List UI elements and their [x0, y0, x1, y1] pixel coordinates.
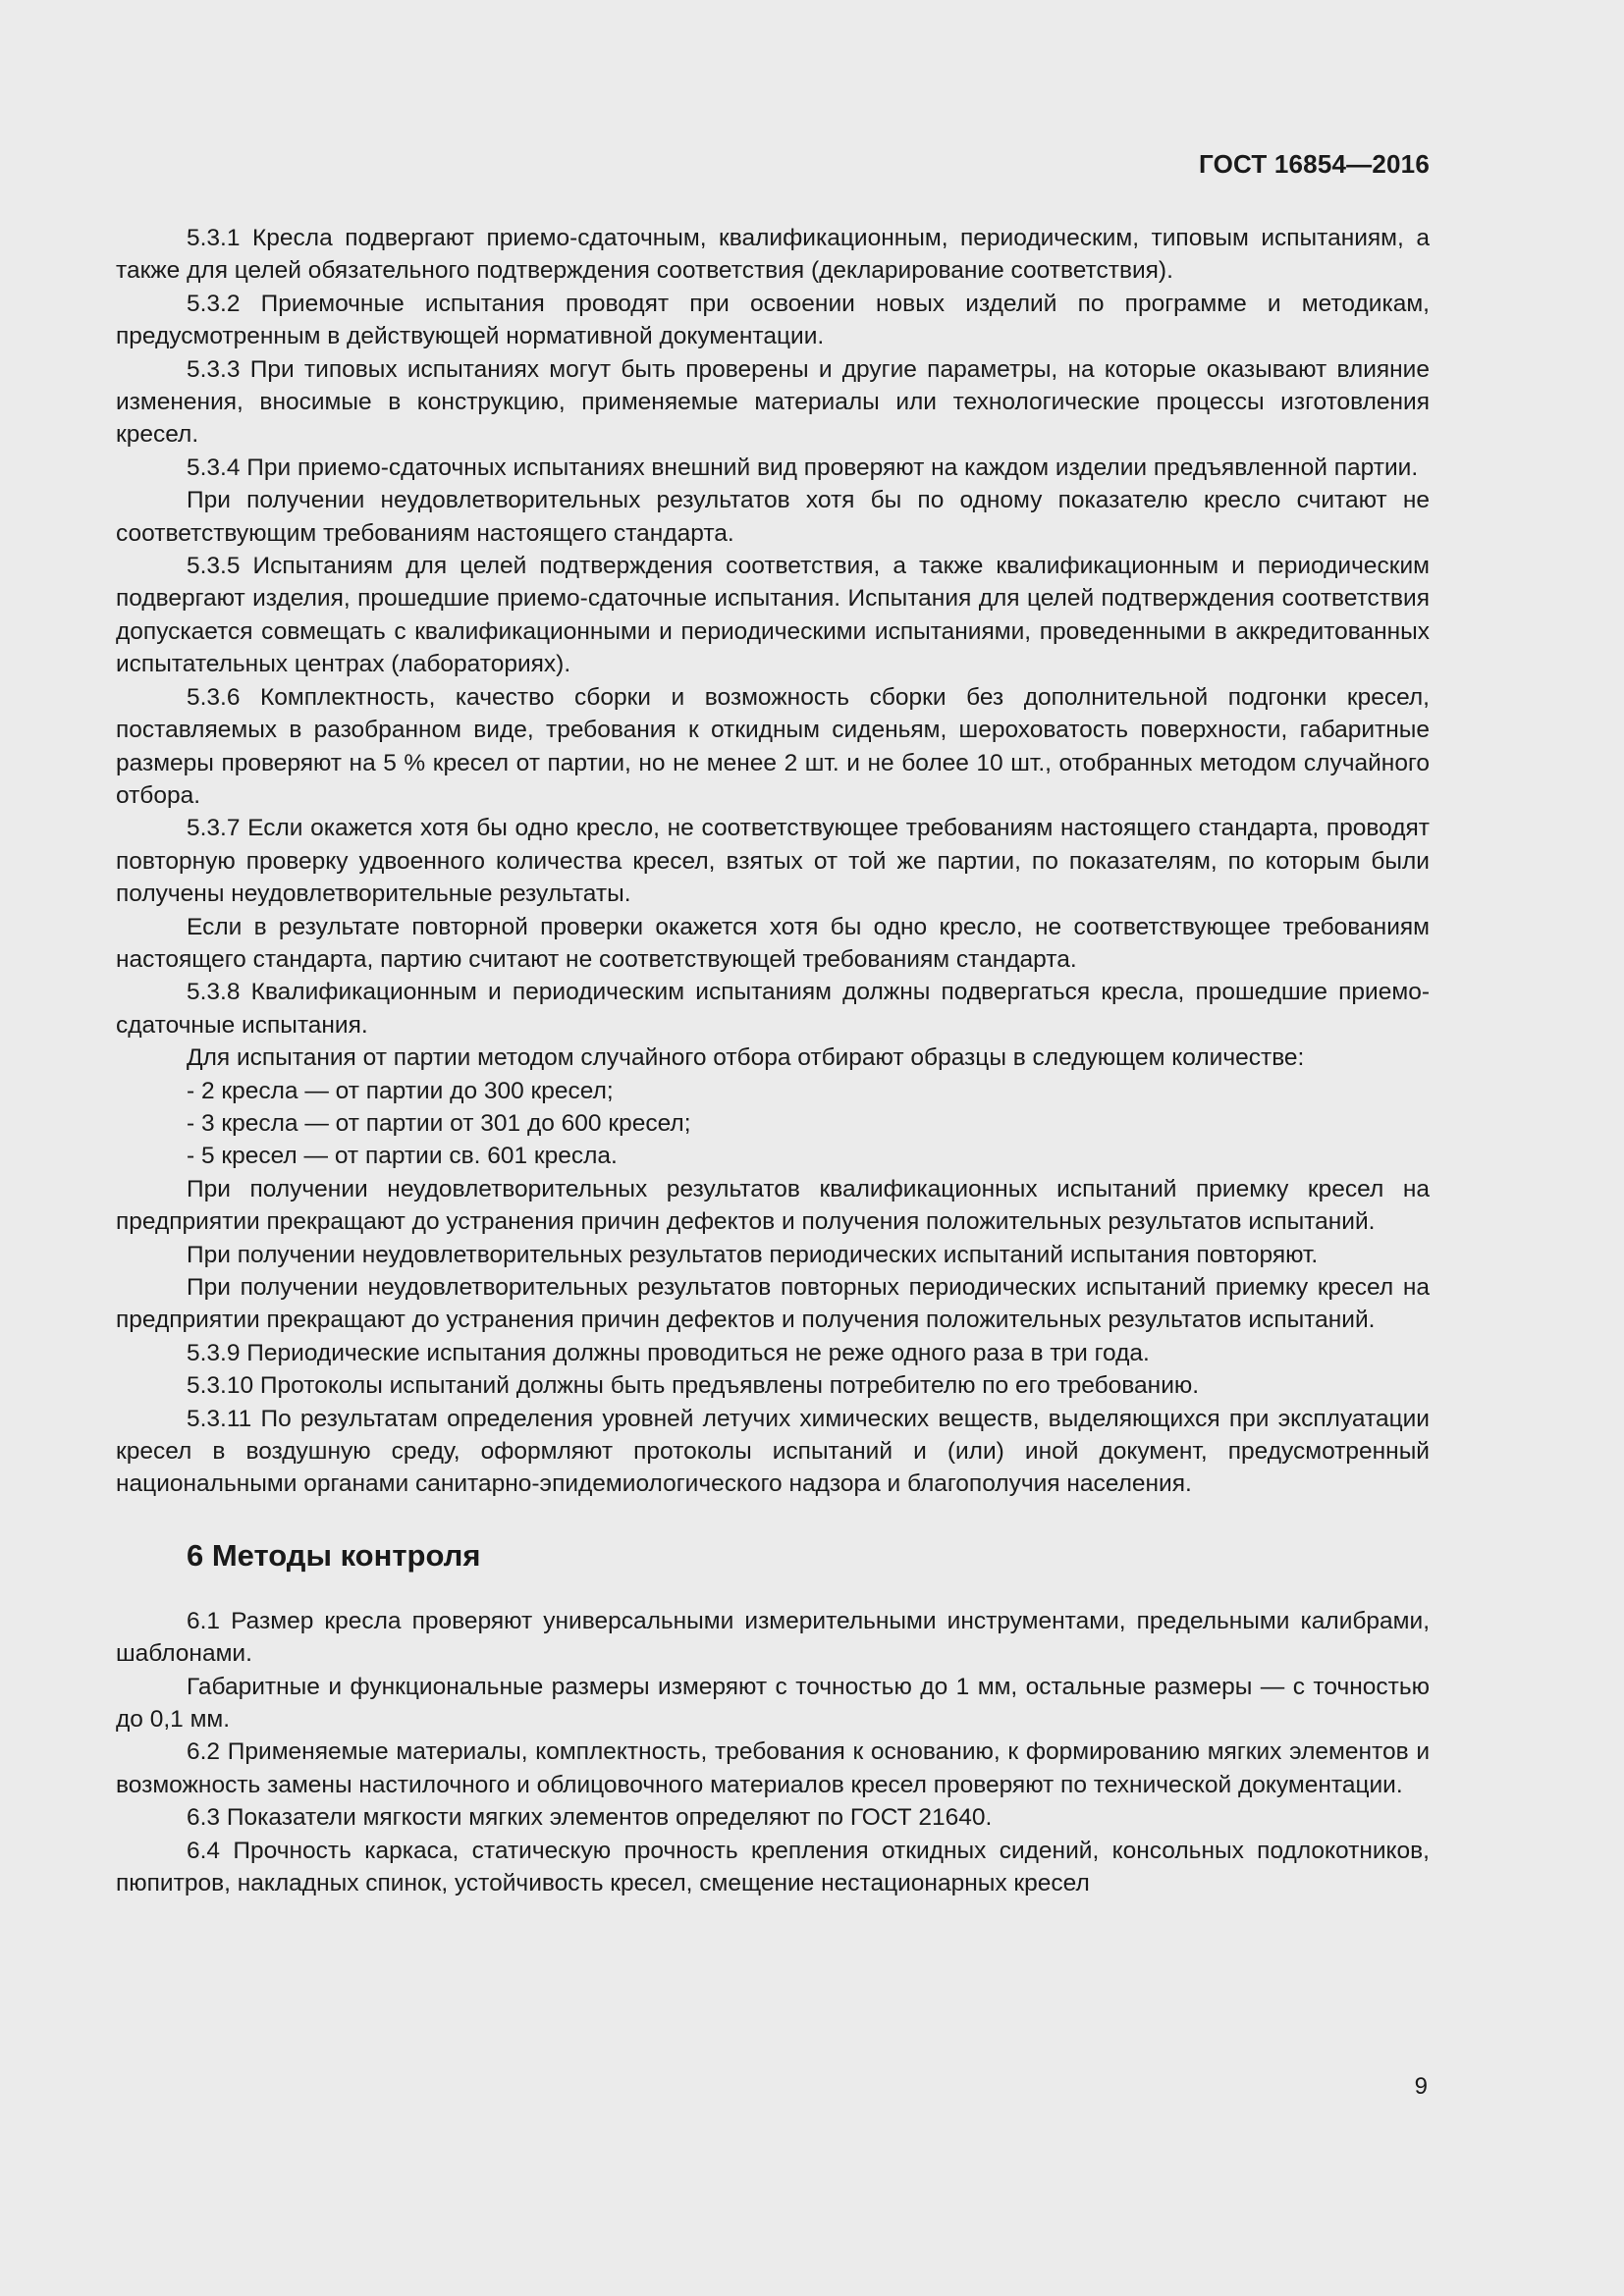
- paragraph-5-3-2: 5.3.2 Приемочные испытания проводят при освоении новых изделий по программе и методикам, предусмотренным в действующей нормативной документации.: [116, 290, 1430, 350]
- list-item-sampling-3: - 5 кресел — от партии св. 601 кресла.: [187, 1143, 618, 1170]
- document-header-code: ГОСТ 16854—2016: [1199, 149, 1430, 179]
- paragraph-5-3-7: 5.3.7 Если окажется хотя бы одно кресло, не соответствующее требованиям настоящего стандарта, проводят повторную проверку удвоенного количества кресел, взятых от той же партии, по показателям, по которым были получены неудовлетворительные результаты.: [116, 815, 1430, 908]
- paragraph-6-1: 6.1 Размер кресла проверяют универсальными измерительными инструментами, предельными калибрами, шаблонами.: [116, 1607, 1430, 1668]
- paragraph-6-1-note: Габаритные и функциональные размеры измеряют с точностью до 1 мм, остальные размеры — с точностью до 0,1 мм.: [116, 1673, 1430, 1734]
- page-content: [116, 222, 1430, 1900]
- paragraph-periodic-fail: При получении неудовлетворительных результатов периодических испытаний испытания повторяют.: [187, 1241, 1319, 1268]
- paragraph-periodic-repeat-fail: При получении неудовлетворительных результатов повторных периодических испытаний приемку кресел на предприятии прекращают до устранения причин дефектов и получения положительных результатов испытаний.: [116, 1274, 1430, 1334]
- paragraph-5-3-4: 5.3.4 При приемо-сдаточных испытаниях внешний вид проверяют на каждом изделии предъявленной партии.: [187, 454, 1419, 481]
- paragraph-5-3-10: 5.3.10 Протоколы испытаний должны быть предъявлены потребителю по его требованию.: [187, 1372, 1200, 1400]
- paragraph-5-3-9: 5.3.9 Периодические испытания должны проводиться не реже одного раза в три года.: [187, 1339, 1150, 1366]
- section-6-title: 6 Методы контроля: [187, 1537, 481, 1573]
- paragraph-5-3-5: 5.3.5 Испытаниям для целей подтверждения соответствия, а также квалификационным и периодическим подвергают изделия, прошедшие приемо-сдаточные испытания. Испытания для целей подтверждения соответствия допускается совмещать с квалификационными и периодическими испытаниями, проведенными в аккредитованных испытательных центрах (лабораториях).: [116, 553, 1430, 678]
- paragraph-6-2: 6.2 Применяемые материалы, комплектность, требования к основанию, к формированию мягких элементов и возможность замены настилочного и облицовочного материалов кресел проверяют по технической документации.: [116, 1738, 1430, 1798]
- paragraph-5-3-11: 5.3.11 По результатам определения уровней летучих химических веществ, выделяющихся при эксплуатации кресел в воздушную среду, оформляют протоколы испытаний и (или) иной документ, предусмотренный национальными органами санитарно-эпидемиологического надзора и благополучия населения.: [116, 1405, 1430, 1498]
- paragraph-5-3-6: 5.3.6 Комплектность, качество сборки и возможность сборки без дополнительной подгонки кресел, поставляемых в разобранном виде, требования к откидным сиденьям, шероховатость поверхности, габаритные размеры проверяют на 5 % кресел от партии, но не менее 2 шт. и не более 10 шт., отобранных методом случайного отбора.: [116, 683, 1430, 809]
- paragraph-6-3: 6.3 Показатели мягкости мягких элементов определяют по ГОСТ 21640.: [187, 1804, 993, 1832]
- list-item-sampling-1: - 2 кресла — от партии до 300 кресел;: [187, 1077, 614, 1104]
- list-item-sampling-2: - 3 кресла — от партии от 301 до 600 кресел;: [187, 1109, 691, 1137]
- paragraph-5-3-1: 5.3.1 Кресла подвергают приемо-сдаточным, квалификационным, периодическим, типовым испытаниям, а также для целей обязательного подтверждения соответствия (декларирование соответствия).: [116, 225, 1430, 285]
- paragraph-5-3-8: 5.3.8 Квалификационным и периодическим испытаниям должны подвергаться кресла, прошедшие приемо-сдаточные испытания.: [116, 979, 1430, 1039]
- paragraph-sampling-intro: Для испытания от партии методом случайного отбора отбирают образцы в следующем количестве:: [187, 1044, 1305, 1072]
- paragraph-qualification-fail: При получении неудовлетворительных результатов квалификационных испытаний приемку кресел на предприятии прекращают до устранения причин дефектов и получения положительных результатов испытаний.: [116, 1175, 1430, 1236]
- paragraph-5-3-4-note: При получении неудовлетворительных результатов хотя бы по одному показателю кресло считают не соответствующим требованиям настоящего стандарта.: [116, 487, 1430, 547]
- paragraph-6-4: 6.4 Прочность каркаса, статическую прочность крепления откидных сидений, консольных подлокотников, пюпитров, накладных спинок, устойчивость кресел, смещение нестационарных кресел: [116, 1837, 1430, 1897]
- page-number: 9: [1414, 2073, 1428, 2100]
- paragraph-5-3-3: 5.3.3 При типовых испытаниях могут быть проверены и другие параметры, на которые оказывают влияние изменения, вносимые в конструкцию, применяемые материалы или технологические процессы изготовления кресел.: [116, 355, 1430, 449]
- paragraph-5-3-7-note: Если в результате повторной проверки окажется хотя бы одно кресло, не соответствующее требованиям настоящего стандарта, партию считают не соответствующей требованиям стандарта.: [116, 913, 1430, 973]
